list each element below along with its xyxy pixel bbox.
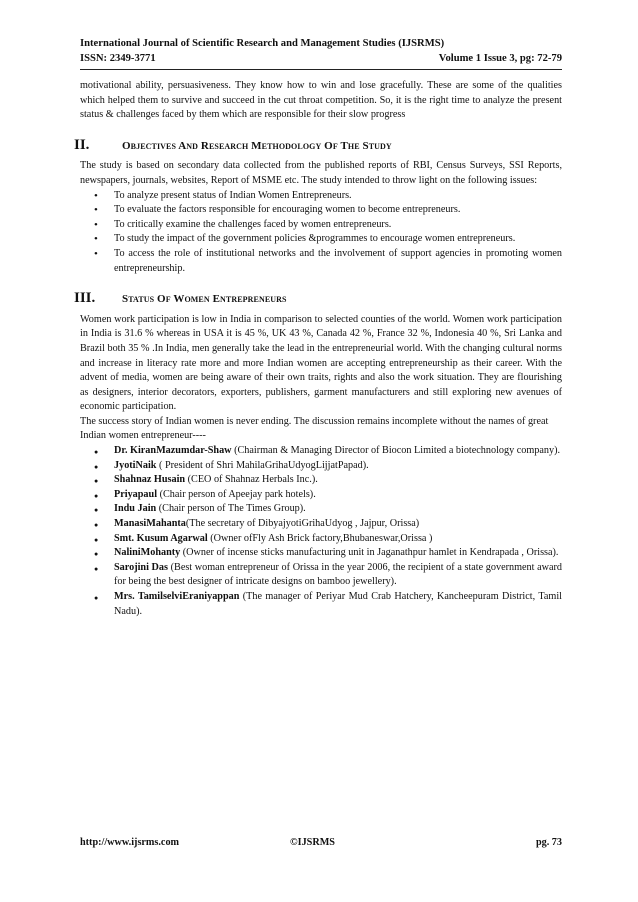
list-item [80, 502, 562, 517]
main-content [74, 79, 563, 619]
entrepreneur-desc: (Best woman entrepreneur of Orissa in the year 2006, the recipient of a state government award for being the best designer of intricate designs on bamboo jewellery). [114, 561, 563, 588]
entrepreneur-desc: (Owner of incense sticks manufacturing unit in Jaganathpur hamlet in Kendrapada , Orissa). [180, 547, 559, 559]
volume-info: Volume 1 Issue 3, pg: 72-79 [438, 53, 562, 64]
entrepreneurs-list [80, 444, 562, 619]
entrepreneur-desc: (Chair person of The Times Group). [156, 503, 306, 515]
list-item [80, 590, 562, 619]
entrepreneur-desc: (Chair person of Apeejay park hotels). [157, 488, 316, 500]
section-heading-2 [74, 138, 562, 154]
entrepreneur-name: Priyapaul [114, 488, 158, 500]
entrepreneur-name: Mrs. TamilselviEraniyappan [114, 591, 240, 602]
list-item: • To evaluate the factors responsible for encouraging women to become entrepreneurs. [80, 203, 562, 218]
entrepreneur-name: Shahnaz Husain [114, 474, 186, 486]
section3-paragraph-2: The success story of Indian women is never ending. The discussion remains incomplete without the names of great Indian women entrepreneur---- [80, 415, 549, 442]
footer-url[interactable]: http://www.ijsrms.com [80, 837, 180, 848]
issn: ISSN: 2349-3771 [80, 53, 156, 64]
list-item: • To study the impact of the government policies &programmes to encourage women entrepreneurs. [80, 232, 562, 247]
entrepreneur-desc: (The manager of Periyar Mud Crab Hatchery, Kancheepuram District, Tamil Nadu). [114, 591, 562, 617]
section-title: Objectives And Research Methodology Of The Study [122, 139, 392, 152]
section-title: Status Of Women Entrepreneurs [122, 293, 287, 306]
footer-copyright: ©IJSRMS [290, 837, 335, 848]
entrepreneur-desc: (CEO of Shahnaz Herbals Inc.). [185, 474, 318, 486]
list-item [80, 459, 562, 474]
entrepreneur-name: Dr. KiranMazumdar-Shaw [114, 445, 232, 457]
intro-paragraph: motivational ability, persuasiveness. They know how to win and lose gracefully. These are some of the qualities which helped them to survive and succeed in the cut throat competition. So, it is the right time to analyze the present status & challenges faced by them which are responsible for their slow progress [80, 80, 562, 121]
entrepreneur-name: ManasiMahanta [114, 518, 186, 530]
section-number: III. [74, 290, 96, 307]
objectives-list [80, 189, 562, 277]
section2-paragraph: The study is based on secondary data collected from the published reports of RBI, Census Surveys, SSI Reports, newspapers, journals, websites, Report of MSME etc. The study intended to throw light on the following issues: [80, 160, 562, 186]
entrepreneur-desc: (The secretary of DibyajyotiGrihaUdyog , Jajpur, Orissa) [185, 518, 420, 530]
entrepreneur-name: JyotiNaik [114, 459, 157, 471]
section-number: II. [74, 136, 90, 153]
entrepreneur-desc: (Owner ofFly Ash Brick factory,Bhubaneswar,Orissa ) [207, 532, 433, 544]
entrepreneur-name: Indu Jain [114, 503, 157, 515]
list-item [80, 532, 562, 547]
list-item [80, 444, 562, 459]
list-item: • To analyze present status of Indian Women Entrepreneurs. [80, 189, 562, 204]
journal-title: International Journal of Scientific Research and Management Studies (IJSRMS) [80, 38, 445, 49]
entrepreneur-desc: ( President of Shri MahilaGrihaUdyogLijjatPapad). [156, 459, 369, 471]
list-item [80, 517, 562, 532]
entrepreneur-desc: (Chairman & Managing Director of Biocon Limited a biotechnology company). [231, 445, 561, 457]
section3-paragraph-1: Women work participation is low in India in comparison to selected counties of the world. Women work participation in India is 31.6 % whereas in USA it is 45 %, UK 43 %, Canada 42 %, France 32 %, Indonesia 40 %, Sri Lanka and Brazil both 35 % .In India, men generally take the lead in the entrepreneurial world. With the changing cultural norms and increase in literacy rate more and more Indian women are accepting entrepreneurship as their career. With the advent of media, women are being aware of their own traits, rights and also the work situation. They are flourishing as designers, interior decorators, exporters, publishers, garment manufacturers and still exploring new avenues of economic participation. [80, 313, 562, 413]
entrepreneur-name: Smt. Kusum Agarwal [114, 532, 208, 544]
header-rule [80, 69, 562, 70]
footer-page-number: pg. 73 [535, 837, 562, 848]
list-item: • To access the role of institutional networks and the involvement of support agencies in promoting women entrepreneurship. [80, 247, 562, 276]
list-item [80, 473, 562, 488]
entrepreneur-name: Sarojini Das [114, 561, 168, 573]
journal-meta [80, 53, 562, 64]
entrepreneur-name: NaliniMohanty [114, 547, 181, 559]
list-item: • To critically examine the challenges faced by women entrepreneurs. [80, 218, 562, 233]
list-item [80, 488, 562, 503]
list-item [80, 546, 562, 561]
list-item [80, 561, 562, 590]
section-heading-3 [74, 291, 562, 307]
